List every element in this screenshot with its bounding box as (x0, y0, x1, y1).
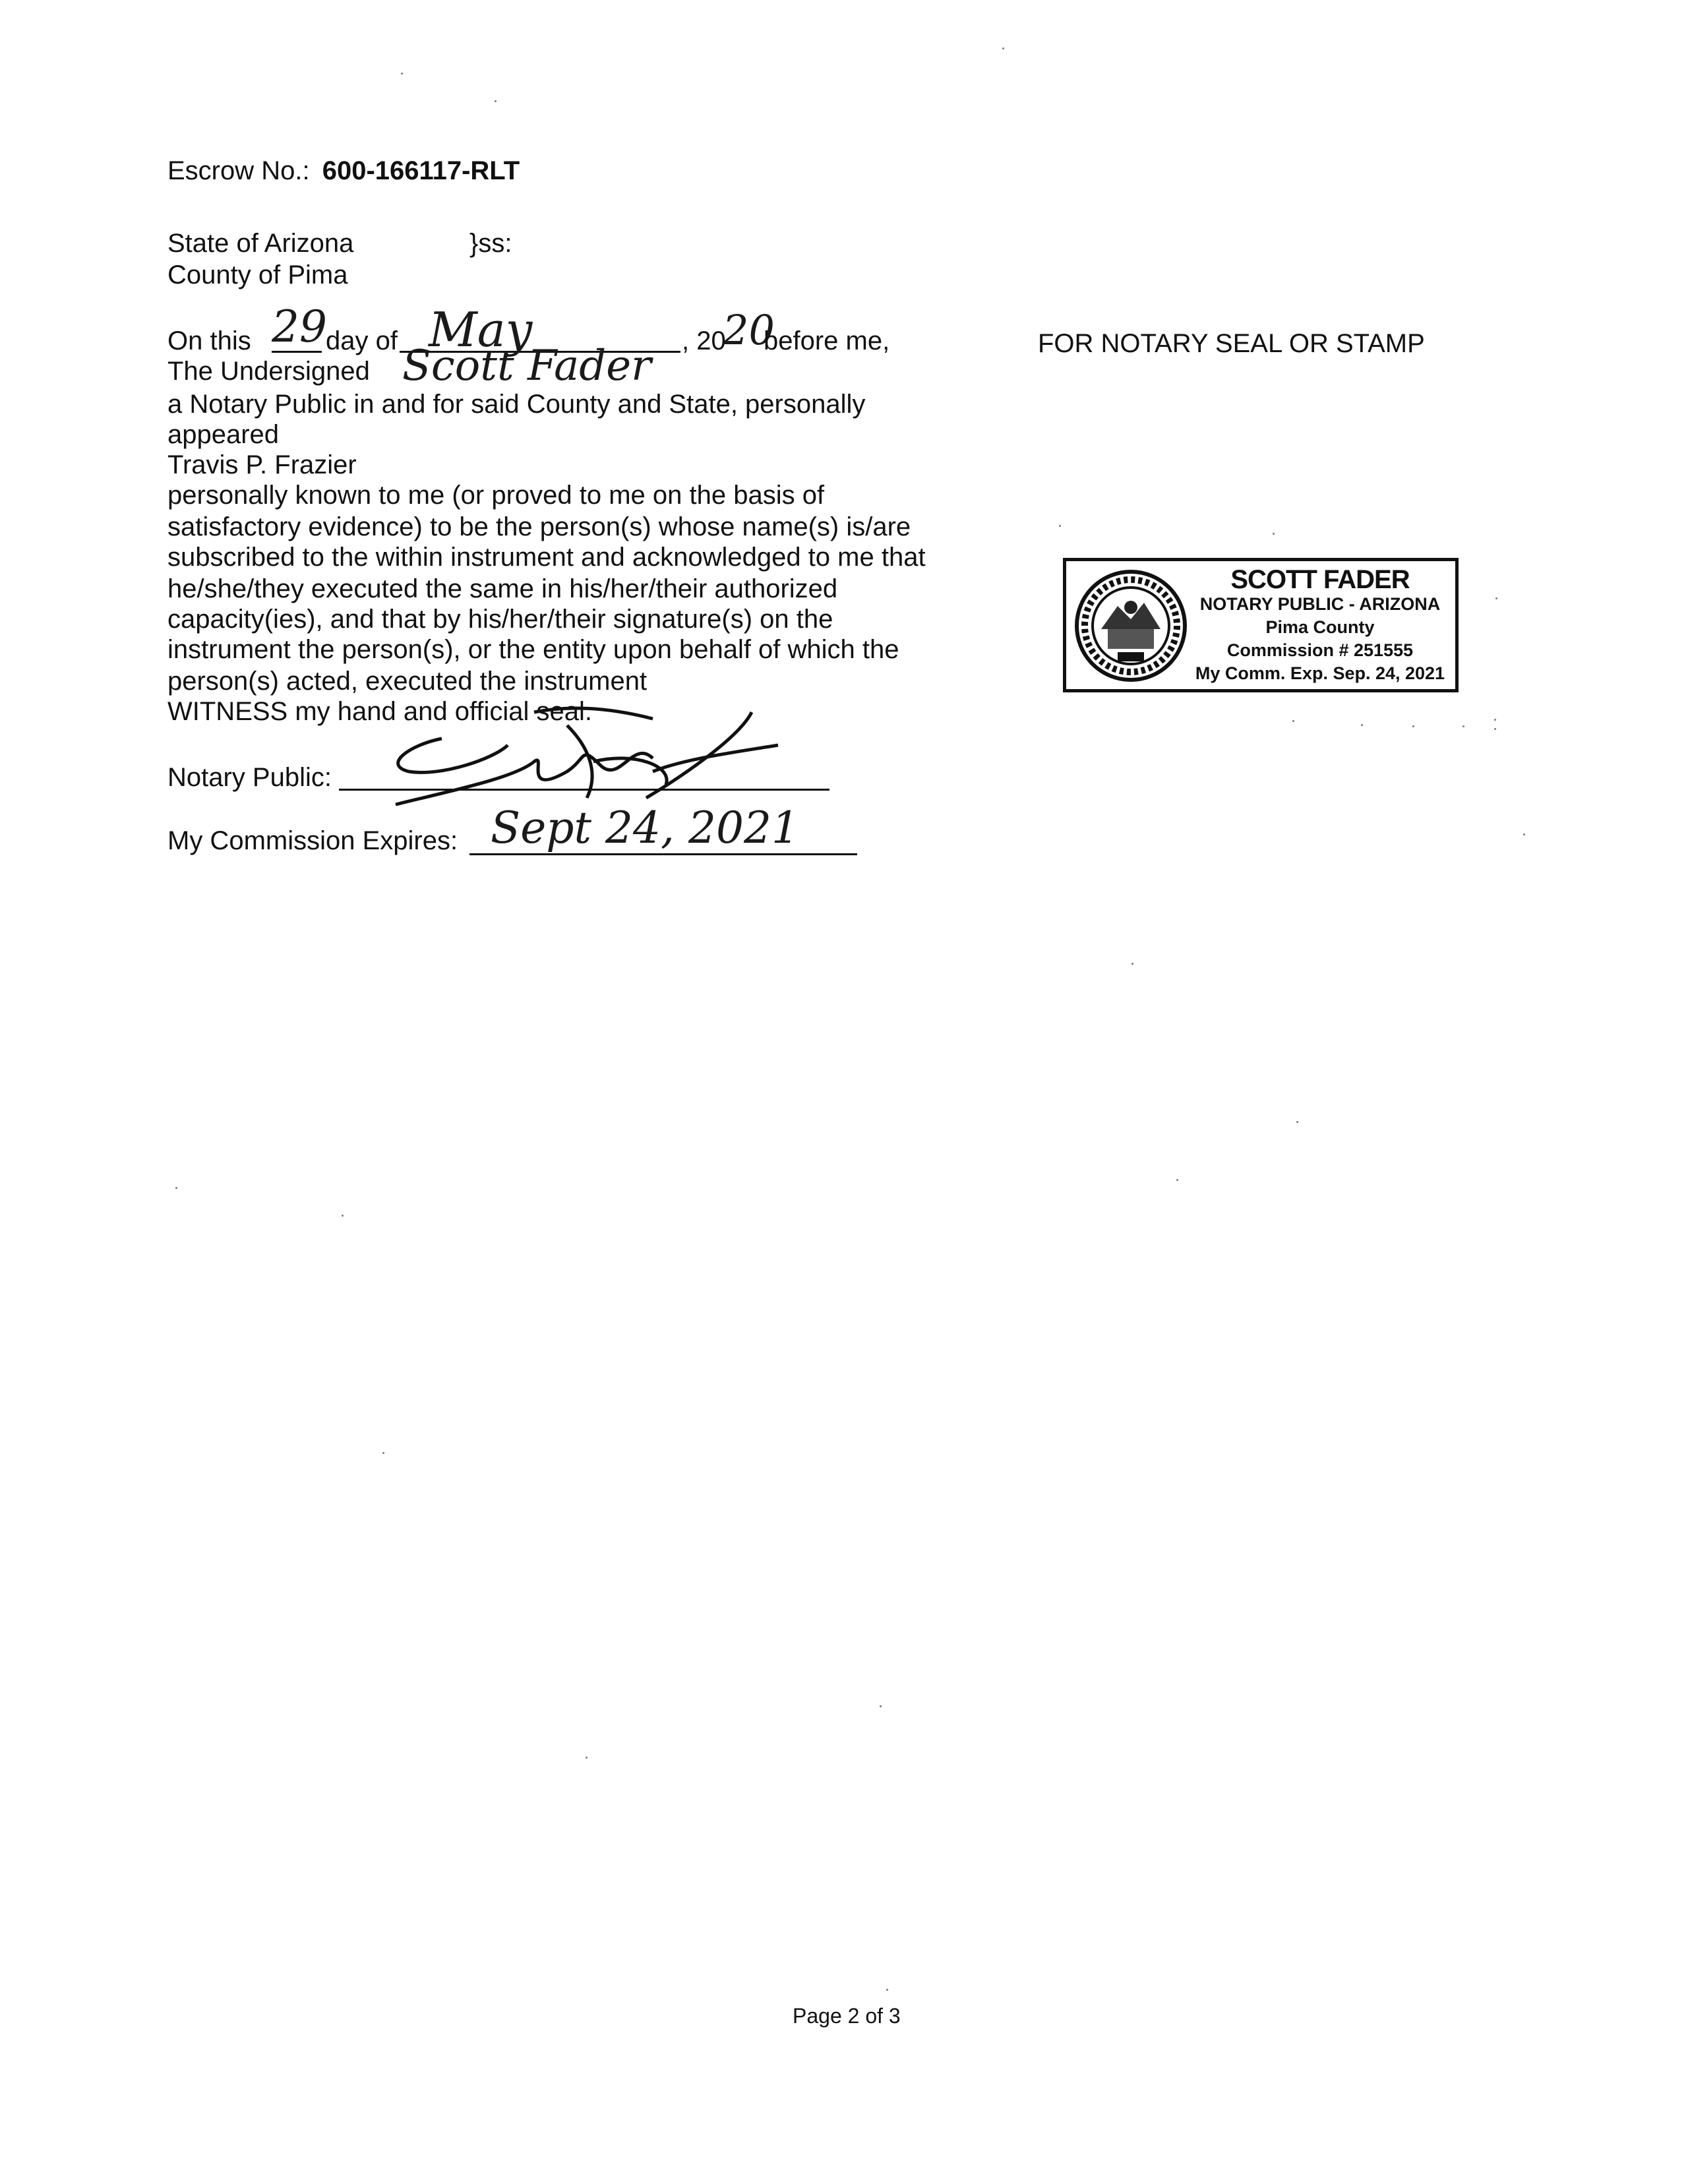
ack-line: personally known to me (or proved to me on the basis of (167, 481, 825, 510)
scan-speck (382, 1452, 384, 1454)
ack-line: subscribed to the within instrument and acknowledged to me that (167, 543, 926, 572)
witness-line: WITNESS my hand and official seal. (167, 697, 592, 726)
scan-speck (1292, 720, 1294, 722)
escrow-line (167, 156, 520, 186)
ack-line: person(s) acted, executed the instrument (167, 667, 648, 696)
expiry-underline (469, 853, 857, 855)
ack-line: appeared (167, 420, 280, 449)
ack-line: he/she/they executed the same in his/her/their authorized (167, 574, 838, 603)
stamp-commission: Commission # 251555 (1226, 640, 1414, 660)
scan-speck (1494, 728, 1496, 730)
day-of-label: day of (326, 326, 398, 355)
notary-signature-icon (369, 699, 804, 811)
scan-speck (1296, 1121, 1298, 1123)
scan-speck (1131, 963, 1133, 965)
handwritten-year-suffix: 20 (723, 306, 775, 354)
scan-speck (1523, 834, 1525, 835)
commission-expires-label: My Commission Expires: (167, 826, 458, 855)
scan-speck (1059, 525, 1061, 527)
venue-state: State of Arizona (167, 229, 354, 258)
scan-speck (1495, 597, 1497, 599)
ack-line: satisfactory evidence) to be the person(s) whose name(s) is/are (167, 512, 911, 541)
scan-speck (1273, 533, 1275, 535)
escrow-label: Escrow No.: (167, 156, 310, 185)
signer-name: Travis P. Frazier (167, 450, 357, 479)
year-prefix: , 20 (682, 326, 726, 355)
seal-area-label: FOR NOTARY SEAL OR STAMP (1038, 329, 1425, 358)
ack-line: capacity(ies), and that by his/her/their signature(s) on the (167, 605, 833, 634)
scan-speck (1412, 725, 1414, 727)
handwritten-expiry: Sept 24, 2021 (491, 803, 799, 853)
undersigned-label: The Undersigned (167, 357, 370, 386)
handwritten-month: May (429, 302, 533, 357)
notary-stamp (1063, 558, 1459, 692)
ack-line: a Notary Public in and for said County and State, personally (167, 390, 866, 419)
scan-speck (586, 1757, 588, 1759)
before-me-label: before me, (764, 326, 890, 355)
scan-speck (1494, 719, 1496, 721)
stamp-county: Pima County (1265, 617, 1375, 637)
scan-speck (1361, 724, 1363, 726)
stamp-title: NOTARY PUBLIC - ARIZONA (1199, 594, 1441, 614)
handwritten-day: 29 (272, 301, 327, 352)
scan-speck (342, 1215, 344, 1217)
handwritten-notary-name: Scott Fader (402, 342, 651, 390)
scan-speck (1462, 725, 1464, 727)
scan-speck (1176, 1179, 1178, 1181)
stamp-name: SCOTT FADER (1230, 565, 1410, 594)
scan-speck (886, 1989, 888, 1991)
stamp-text (1185, 566, 1455, 685)
ack-line: instrument the person(s), or the entity upon behalf of which the (167, 635, 899, 664)
great-seal-of-arizona-icon (1071, 566, 1190, 685)
notary-public-label: Notary Public: (167, 763, 332, 792)
scan-speck (880, 1705, 882, 1707)
scan-speck (401, 73, 403, 75)
page-number: Page 2 of 3 (793, 2004, 901, 2028)
escrow-number: 600-166117-RLT (322, 156, 520, 185)
venue-county: County of Pima (167, 260, 348, 289)
stamp-expiry: My Comm. Exp. Sep. 24, 2021 (1195, 663, 1445, 683)
venue-ss: }ss: (469, 229, 512, 258)
scan-speck (175, 1187, 177, 1189)
scan-speck (1002, 47, 1004, 49)
on-this-label: On this (167, 326, 251, 355)
scan-speck (495, 100, 497, 102)
